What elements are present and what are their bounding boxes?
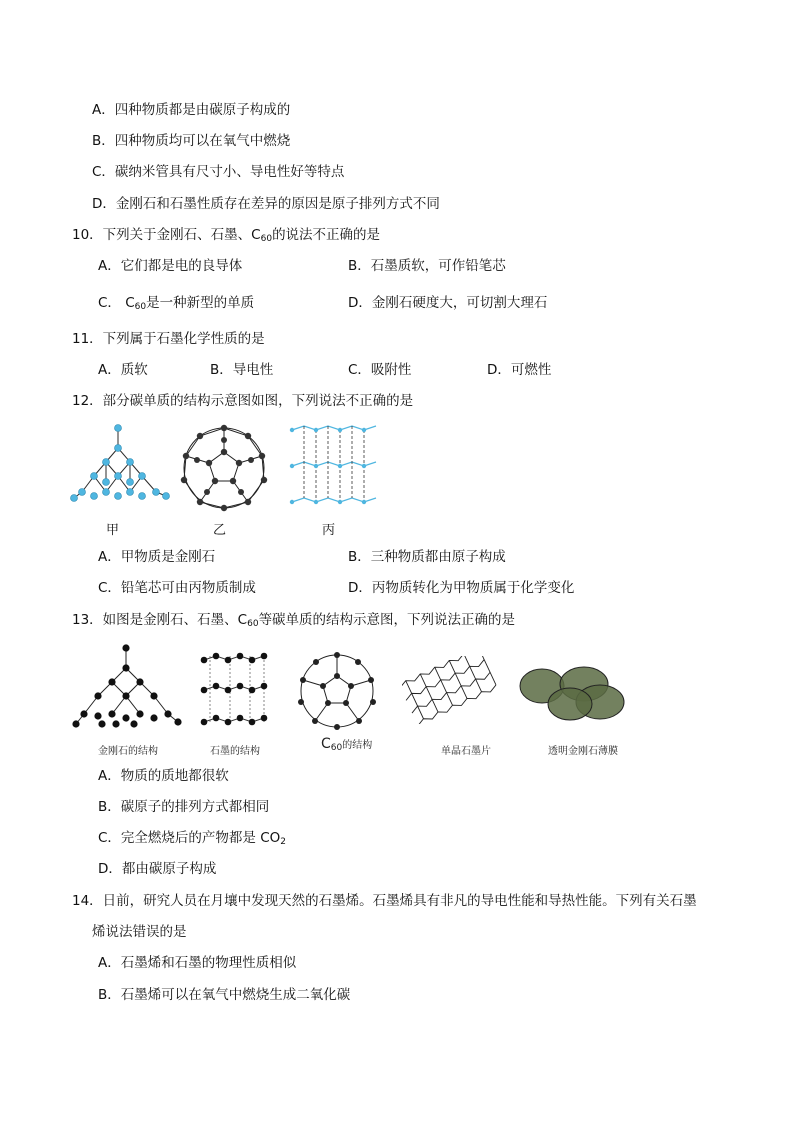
q13-caption-diamond: 金刚石的结构	[98, 746, 158, 757]
q13-stem-pre: 13．如图是金刚石、石墨、C	[72, 612, 248, 628]
q14-option-b: B．石墨烯可以在氧气中燃烧生成二氧化碳	[98, 987, 351, 1003]
q10-option-c-sub: 60	[134, 302, 147, 312]
q10-option-c-post: 是一种新型的单质	[146, 295, 255, 311]
q14-option-a: A．石墨烯和石墨的物理性质相似	[98, 955, 297, 971]
q13-caption-graphite: 石墨的结构	[210, 746, 260, 757]
q12-c60-structure-figure	[178, 422, 270, 514]
q13-option-c-pre: C．完全燃烧后的产物都是 CO	[98, 830, 281, 846]
q10-stem-post: 的说法不正确的是	[272, 227, 381, 243]
q13-caption-diamond-film: 透明金刚石薄膜	[548, 746, 618, 757]
q13-option-c	[98, 829, 286, 851]
q13-option-a: A．物质的质地都很软	[98, 768, 229, 784]
q14-stem-line2: 烯说法错误的是	[92, 924, 187, 940]
q12-option-d: D．丙物质转化为甲物质属于化学变化	[348, 580, 575, 596]
q13-stem-sub: 60	[247, 619, 259, 629]
q13-caption-c60-c: C	[321, 736, 331, 752]
q13-caption-c60	[321, 736, 372, 753]
q9-option-c: C．碳纳米管具有尺寸小、导电性好等特点	[92, 164, 345, 180]
q13-c60-structure-figure	[296, 650, 378, 732]
q10-option-c	[98, 294, 254, 316]
q13-stem	[72, 611, 515, 633]
q10-stem-pre: 10．下列关于金刚石、石墨、C	[72, 227, 261, 243]
q13-option-d: D．都由碳原子构成	[98, 861, 217, 877]
q13-stem-post: 等碳单质的结构示意图，下列说法正确的是	[258, 612, 516, 628]
q11-option-b: B．导电性	[210, 362, 274, 378]
q12-stem: 12．部分碳单质的结构示意图如图，下列说法不正确的是	[72, 393, 414, 409]
q13-option-b: B．碳原子的排列方式都相同	[98, 799, 270, 815]
q13-caption-c60-post: 的结构	[342, 740, 373, 751]
q12-caption-jia: 甲	[106, 523, 120, 538]
q10-stem-sub: 60	[260, 234, 273, 244]
q12-graphite-structure-figure	[286, 422, 378, 512]
q9-option-b: B．四种物质均可以在氧气中燃烧	[92, 133, 291, 149]
q11-option-a: A．质软	[98, 362, 148, 378]
q12-diamond-structure-figure	[70, 422, 170, 510]
q10-option-d: D．金刚石硬度大，可切割大理石	[348, 295, 548, 311]
q13-graphene-sheet-figure	[402, 656, 502, 724]
q10-stem	[72, 226, 380, 248]
q11-option-c: C．吸附性	[348, 362, 412, 378]
q12-caption-yi: 乙	[213, 523, 227, 538]
q9-option-d: D．金刚石和石墨性质存在差异的原因是原子排列方式不同	[92, 196, 440, 212]
q14-stem-line1: 14．日前，研究人员在月壤中发现天然的石墨烯。石墨烯具有非凡的导电性能和导热性能。下列有关石墨	[72, 893, 697, 909]
q11-stem: 11．下列属于石墨化学性质的是	[72, 331, 265, 347]
q12-option-a: A．甲物质是金刚石	[98, 549, 216, 565]
q13-diamond-structure-figure	[72, 644, 182, 730]
q12-caption-bing: 丙	[322, 523, 336, 538]
q13-caption-graphene: 单晶石墨片	[441, 746, 491, 757]
q13-diamond-film-figure	[518, 664, 628, 724]
q10-option-b: B．石墨质软，可作铅笔芯	[348, 258, 506, 274]
q13-caption-c60-sub: 60	[330, 743, 343, 753]
q11-option-d: D．可燃性	[487, 362, 552, 378]
q12-option-c: C．铅笔芯可由丙物质制成	[98, 580, 256, 596]
q9-option-a: A．四种物质都是由碳原子构成的	[92, 102, 291, 118]
q13-option-c-sub: 2	[280, 837, 287, 847]
q10-option-a: A．它们都是电的良导体	[98, 258, 243, 274]
q10-option-c-pre: C． C	[98, 295, 135, 311]
q12-option-b: B．三种物质都由原子构成	[348, 549, 506, 565]
q13-graphite-structure-figure	[200, 650, 272, 730]
